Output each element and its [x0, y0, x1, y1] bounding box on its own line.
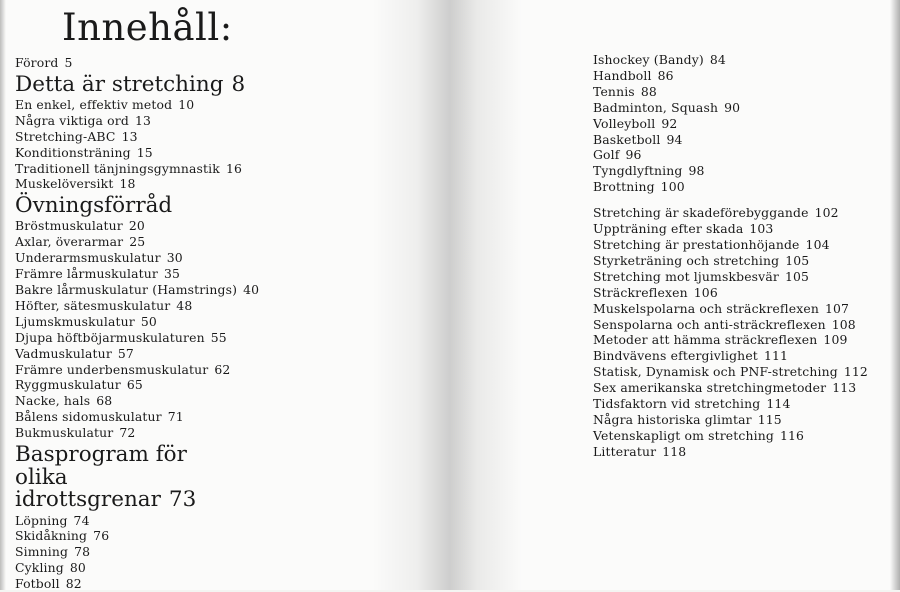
page-number: 86 — [657, 67, 674, 83]
page-number: 118 — [662, 443, 687, 459]
toc-entry — [15, 544, 415, 560]
page-number: 15 — [136, 144, 153, 160]
entry-title: Muskelspolarna och sträckreflexen — [593, 300, 819, 316]
page-number: 115 — [757, 411, 782, 427]
page-number: 114 — [766, 396, 791, 412]
page-number: 107 — [824, 300, 850, 316]
toc-left-column — [15, 55, 415, 592]
page-number: 112 — [843, 364, 868, 380]
entry-title: Ishockey (Bandy) — [593, 52, 704, 67]
page-number: 13 — [134, 112, 152, 128]
entry-title: Volleyboll — [593, 115, 656, 131]
toc-entry — [15, 97, 415, 113]
entry-title: Bålens sidomuskulatur — [15, 409, 162, 425]
page-number: 62 — [214, 361, 231, 377]
page-number: 90 — [724, 99, 741, 115]
page-number: 82 — [65, 576, 82, 592]
entry-title: Axlar, överarmar — [15, 234, 124, 250]
entry-title: Främre underbensmuskulatur — [15, 361, 209, 377]
page-number: 30 — [166, 250, 183, 266]
page-number: 76 — [93, 528, 110, 544]
page-number: 18 — [119, 176, 136, 192]
toc-entry — [15, 55, 415, 71]
page-number: 74 — [73, 512, 90, 528]
toc-entry — [15, 346, 415, 362]
toc-entry — [593, 380, 893, 396]
toc-entry — [15, 314, 415, 330]
toc-entry — [15, 425, 415, 441]
page-number: 80 — [69, 560, 86, 576]
entry-title: Stretching mot ljumskbesvär — [593, 268, 779, 284]
toc-entry — [593, 205, 893, 221]
section-title: Detta är stretching — [15, 71, 224, 97]
entry-title: Ljumskmuskulatur — [15, 313, 135, 329]
page-number: 92 — [661, 115, 678, 131]
page-number: 48 — [176, 297, 193, 313]
entry-title: Badminton, Squash — [593, 99, 719, 115]
entry-title: En enkel, effektiv metod — [15, 96, 173, 112]
toc-entry — [593, 428, 893, 444]
toc-entry — [593, 396, 893, 412]
page-number: 102 — [814, 205, 839, 221]
toc-entry — [15, 234, 415, 250]
toc-entry — [15, 266, 415, 282]
entry-title: Underarmsmuskulatur — [15, 250, 161, 266]
entry-title: Senspolarna och anti-sträckreflexen — [593, 316, 826, 332]
entry-title: Några historiska glimtar — [593, 411, 752, 427]
page-number: 78 — [74, 544, 91, 560]
toc-entry — [593, 147, 893, 163]
toc-entry — [15, 362, 415, 378]
toc-entry — [593, 412, 893, 428]
page-number: 10 — [178, 96, 195, 112]
entry-title: Handboll — [593, 67, 652, 83]
entry-title: Sex amerikanska stretchingmetoder — [593, 380, 827, 396]
toc-section-heading — [15, 71, 415, 97]
toc-entry — [15, 393, 415, 409]
toc-entry — [593, 84, 893, 100]
entry-title: Traditionell tänjningsgymnastik — [15, 160, 220, 176]
entry-title: Bakre lårmuskulatur (Hamstrings) — [15, 281, 238, 297]
toc-entry — [15, 377, 415, 393]
entry-title: Litteratur — [593, 443, 657, 459]
section-spacer — [593, 195, 893, 205]
toc-entry — [593, 332, 893, 348]
toc-entry — [15, 298, 415, 314]
toc-entry — [15, 528, 415, 544]
entry-title: Löpning — [15, 512, 68, 528]
entry-title: Nacke, hals — [15, 393, 91, 409]
entry-title: Tennis — [593, 83, 635, 99]
entry-title: Sträckreflexen — [593, 284, 688, 300]
toc-section-heading — [15, 444, 245, 512]
entry-title: Vetenskapligt om stretching — [593, 427, 774, 443]
toc-entry — [593, 317, 893, 333]
toc-right-column — [593, 52, 893, 460]
entry-title: Cykling — [15, 560, 64, 576]
page-number: 55 — [210, 329, 227, 345]
entry-title: Förord — [15, 55, 59, 70]
toc-entry — [15, 129, 415, 145]
toc-entry — [593, 52, 893, 68]
entry-title: Främre lårmuskulatur — [15, 266, 158, 282]
page-number: 50 — [140, 313, 157, 329]
toc-entry — [15, 250, 415, 266]
left-page-edge — [0, 0, 6, 590]
toc-entry — [15, 218, 415, 234]
toc-entry — [593, 285, 893, 301]
toc-entry — [593, 301, 893, 317]
toc-section-heading — [15, 195, 415, 217]
page-number: 16 — [225, 160, 243, 176]
page-number: 72 — [119, 425, 136, 441]
entry-title: Stretching-ABC — [15, 128, 116, 144]
toc-entry — [15, 282, 415, 298]
page-number: 108 — [831, 316, 856, 332]
entry-title: Skidåkning — [15, 528, 88, 544]
toc-entry — [593, 221, 893, 237]
page-number: 8 — [231, 71, 246, 97]
toc-entry — [593, 444, 893, 460]
page-number: 96 — [625, 147, 642, 163]
toc-entry — [593, 179, 893, 195]
page-number: 71 — [167, 409, 184, 425]
page-number: 88 — [640, 83, 657, 99]
entry-title: Muskelöversikt — [15, 176, 114, 192]
entry-title: Bröstmuskulatur — [15, 218, 123, 234]
entry-title: Bukmuskulatur — [15, 425, 114, 441]
toc-entry — [593, 68, 893, 84]
toc-entry — [15, 161, 415, 177]
entry-title: Metoder att hämma sträckreflexen — [593, 332, 818, 348]
toc-entry — [15, 113, 415, 129]
entry-title: Styrketräning och stretching — [593, 252, 780, 268]
section-title: Övningsförråd — [15, 193, 173, 219]
entry-title: Statisk, Dynamisk och PNF-stretching — [593, 364, 838, 380]
toc-entry — [593, 116, 893, 132]
entry-title: Ryggmuskulatur — [15, 377, 121, 393]
toc-entry — [593, 237, 893, 253]
entry-title: Simning — [15, 544, 69, 560]
entry-title: Stretching är prestationhöjande — [593, 236, 800, 252]
page-number: 94 — [666, 131, 683, 147]
page-number: 105 — [784, 268, 810, 284]
toc-entry — [593, 132, 893, 148]
entry-title: Vadmuskulatur — [15, 345, 112, 361]
entry-title: Stretching är skadeförebyggande — [593, 205, 809, 221]
page-title: Innehåll: — [62, 6, 233, 49]
entry-title: Uppträning efter skada — [593, 221, 744, 237]
page-number: 73 — [168, 487, 197, 513]
page-number: 5 — [64, 55, 73, 70]
page-number: 40 — [243, 281, 260, 297]
toc-entry — [593, 348, 893, 364]
toc-entry — [15, 409, 415, 425]
section-title: Basprogram för olika idrottsgrenar — [15, 442, 187, 513]
entry-title: Djupa höftböjarmuskulaturen — [15, 329, 205, 345]
page-number: 13 — [121, 128, 138, 144]
page-number: 84 — [709, 52, 726, 67]
page-number: 106 — [693, 284, 718, 300]
toc-entry — [593, 364, 893, 380]
page-number: 116 — [779, 427, 805, 443]
toc-entry — [15, 513, 415, 529]
page-number: 98 — [688, 163, 705, 179]
entry-title: Höfter, sätesmuskulatur — [15, 297, 171, 313]
entry-title: Fotboll — [15, 576, 60, 592]
page-number: 113 — [832, 380, 857, 396]
page-number: 104 — [805, 236, 830, 252]
toc-entry — [15, 176, 415, 192]
entry-title: Basketboll — [593, 131, 661, 147]
page-number: 35 — [163, 266, 181, 282]
entry-title: Konditionsträning — [15, 144, 131, 160]
toc-entry — [15, 330, 415, 346]
entry-title: Några viktiga ord — [15, 112, 129, 128]
toc-entry — [593, 163, 893, 179]
page-number: 105 — [785, 252, 810, 268]
toc-entry — [593, 253, 893, 269]
page-number: 109 — [823, 332, 848, 348]
entry-title: Bindvävens eftergivlighet — [593, 348, 758, 364]
page-number: 103 — [749, 221, 774, 237]
page-number: 57 — [117, 345, 134, 361]
page-number: 65 — [126, 377, 143, 393]
toc-entry — [15, 560, 415, 576]
page-number: 100 — [660, 179, 685, 195]
page-number: 68 — [96, 393, 113, 409]
page-number: 25 — [129, 234, 146, 250]
page-number: 20 — [128, 218, 145, 234]
toc-entry — [593, 100, 893, 116]
entry-title: Golf — [593, 147, 620, 163]
toc-entry — [15, 145, 415, 161]
entry-title: Tyngdlyftning — [593, 163, 683, 179]
entry-title: Brottning — [593, 179, 655, 195]
toc-entry — [593, 269, 893, 285]
entry-title: Tidsfaktorn vid stretching — [593, 396, 761, 412]
page-number: 111 — [763, 348, 789, 364]
